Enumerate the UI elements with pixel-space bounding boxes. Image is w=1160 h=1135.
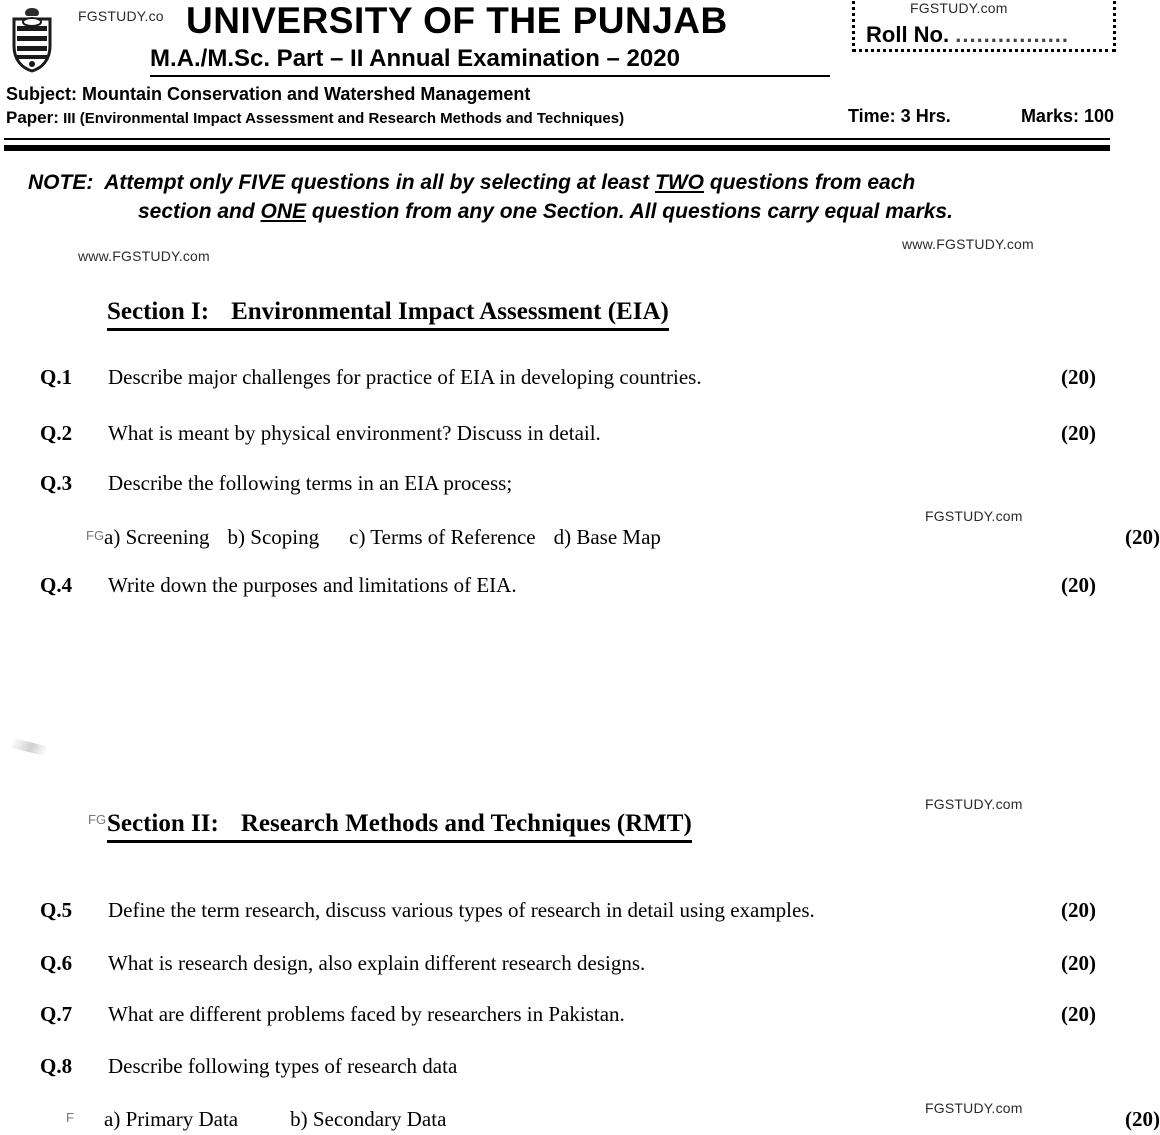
watermark-note-right: www.FGSTUDY.com [902,236,1034,252]
question-item [40,572,1104,598]
subitem: b) Scoping [227,525,320,549]
exam-subtitle: M.A./M.Sc. Part – II Annual Examination – 2020 [150,44,830,77]
watermark-q8-right: FGSTUDY.com [925,1100,1023,1116]
question-item [40,897,1104,923]
note-line1-a: Attempt only FIVE questions in all by selecting at least [104,171,655,194]
scan-artifact [11,738,46,756]
question-text: Define the term research, discuss various types of research in detail using examples. [108,898,815,922]
section-2-title: Research Methods and Techniques (RMT) [240,810,692,837]
note-line2-a: section and [138,200,261,223]
question-marks: (20) [1125,1107,1160,1131]
question-text: What are different problems faced by researchers in Pakistan. [108,1002,625,1026]
question-subitems [104,1106,1160,1132]
section-2-label: Section II: [107,810,219,837]
section-1-label: Section I: [107,298,210,325]
section-heading-1 [107,298,669,331]
exam-duration: Time: 3 Hrs. [848,106,951,126]
note-label: NOTE: [28,171,94,194]
question-number: Q.6 [40,951,73,975]
watermark-fragment-q8: F [66,1110,74,1125]
question-marks: (20) [1061,421,1096,445]
question-item [40,470,1104,496]
question-number: Q.1 [40,365,73,389]
question-marks: (20) [1061,573,1096,597]
section-1-title: Environmental Impact Assessment (EIA) [231,298,669,325]
header-rule-thin [4,138,1110,140]
subject-value: Mountain Conservation and Watershed Management [82,84,531,104]
roll-no-blank: ................ [955,22,1070,47]
question-text: Describe the following terms in an EIA process; [108,471,513,495]
section-heading-2 [107,810,692,843]
subitem: a) Primary Data [104,1107,239,1131]
total-marks: Marks: 100 [1020,106,1114,126]
subitem: c) Terms of Reference [349,525,536,549]
question-marks: (20) [1061,898,1096,922]
watermark-rollbox: FGSTUDY.com [910,0,1008,16]
question-text: Write down the purposes and limitations of EIA. [108,573,517,597]
university-crest-icon [6,6,58,72]
question-item [40,950,1104,976]
header-rule-thick [4,145,1110,151]
question-number: Q.3 [40,471,73,495]
roll-no-field[interactable] [866,22,1069,48]
question-text: What is research design, also explain different research designs. [108,951,646,975]
note-emphasis-two: TWO [655,171,704,194]
note-emphasis-one: ONE [260,200,307,223]
paper-label: Paper: [6,108,59,127]
question-marks: (20) [1061,951,1096,975]
question-marks: (20) [1061,1002,1096,1026]
question-number: Q.4 [40,573,73,597]
question-number: Q.5 [40,898,73,922]
subject-label: Subject: [6,84,78,104]
watermark-note-left: www.FGSTUDY.com [78,248,210,264]
question-number: Q.7 [40,1002,73,1026]
watermark-fragment-section2: FG [88,812,107,827]
question-item [40,420,1104,446]
page-title: UNIVERSITY OF THE PUNJAB [186,0,728,41]
subitem: d) Base Map [553,525,661,549]
question-subitems [104,524,1160,550]
watermark-header: FGSTUDY.co [78,8,164,24]
question-number: Q.2 [40,421,73,445]
exam-note [28,168,1100,226]
question-item [40,1053,1104,1079]
note-line1-b: questions from each [703,171,916,194]
question-text: Describe major challenges for practice of EIA in developing countries. [108,365,702,389]
question-marks: (20) [1061,365,1096,389]
watermark-q3-right: FGSTUDY.com [925,508,1023,524]
question-marks: (20) [1125,525,1160,549]
paper-line [6,108,624,128]
exam-header [0,0,1114,130]
subject-line [6,84,530,105]
subitem: b) Secondary Data [290,1107,447,1131]
roll-no-label: Roll No. [866,22,950,47]
watermark-fragment-q3: FG [86,528,105,543]
time-and-marks [848,106,1114,127]
question-number: Q.8 [40,1054,73,1078]
note-line2-b: question from any one Section. All questions carry equal marks. [306,200,953,223]
subitem: a) Screening [104,525,210,549]
watermark-section2-right: FGSTUDY.com [925,796,1023,812]
question-item [40,364,1104,390]
question-item [40,1001,1104,1027]
question-text: Describe following types of research data [108,1054,458,1078]
question-text: What is meant by physical environment? Discuss in detail. [108,421,601,445]
paper-value: III (Environmental Impact Assessment and Research Methods and Techniques) [63,110,625,127]
